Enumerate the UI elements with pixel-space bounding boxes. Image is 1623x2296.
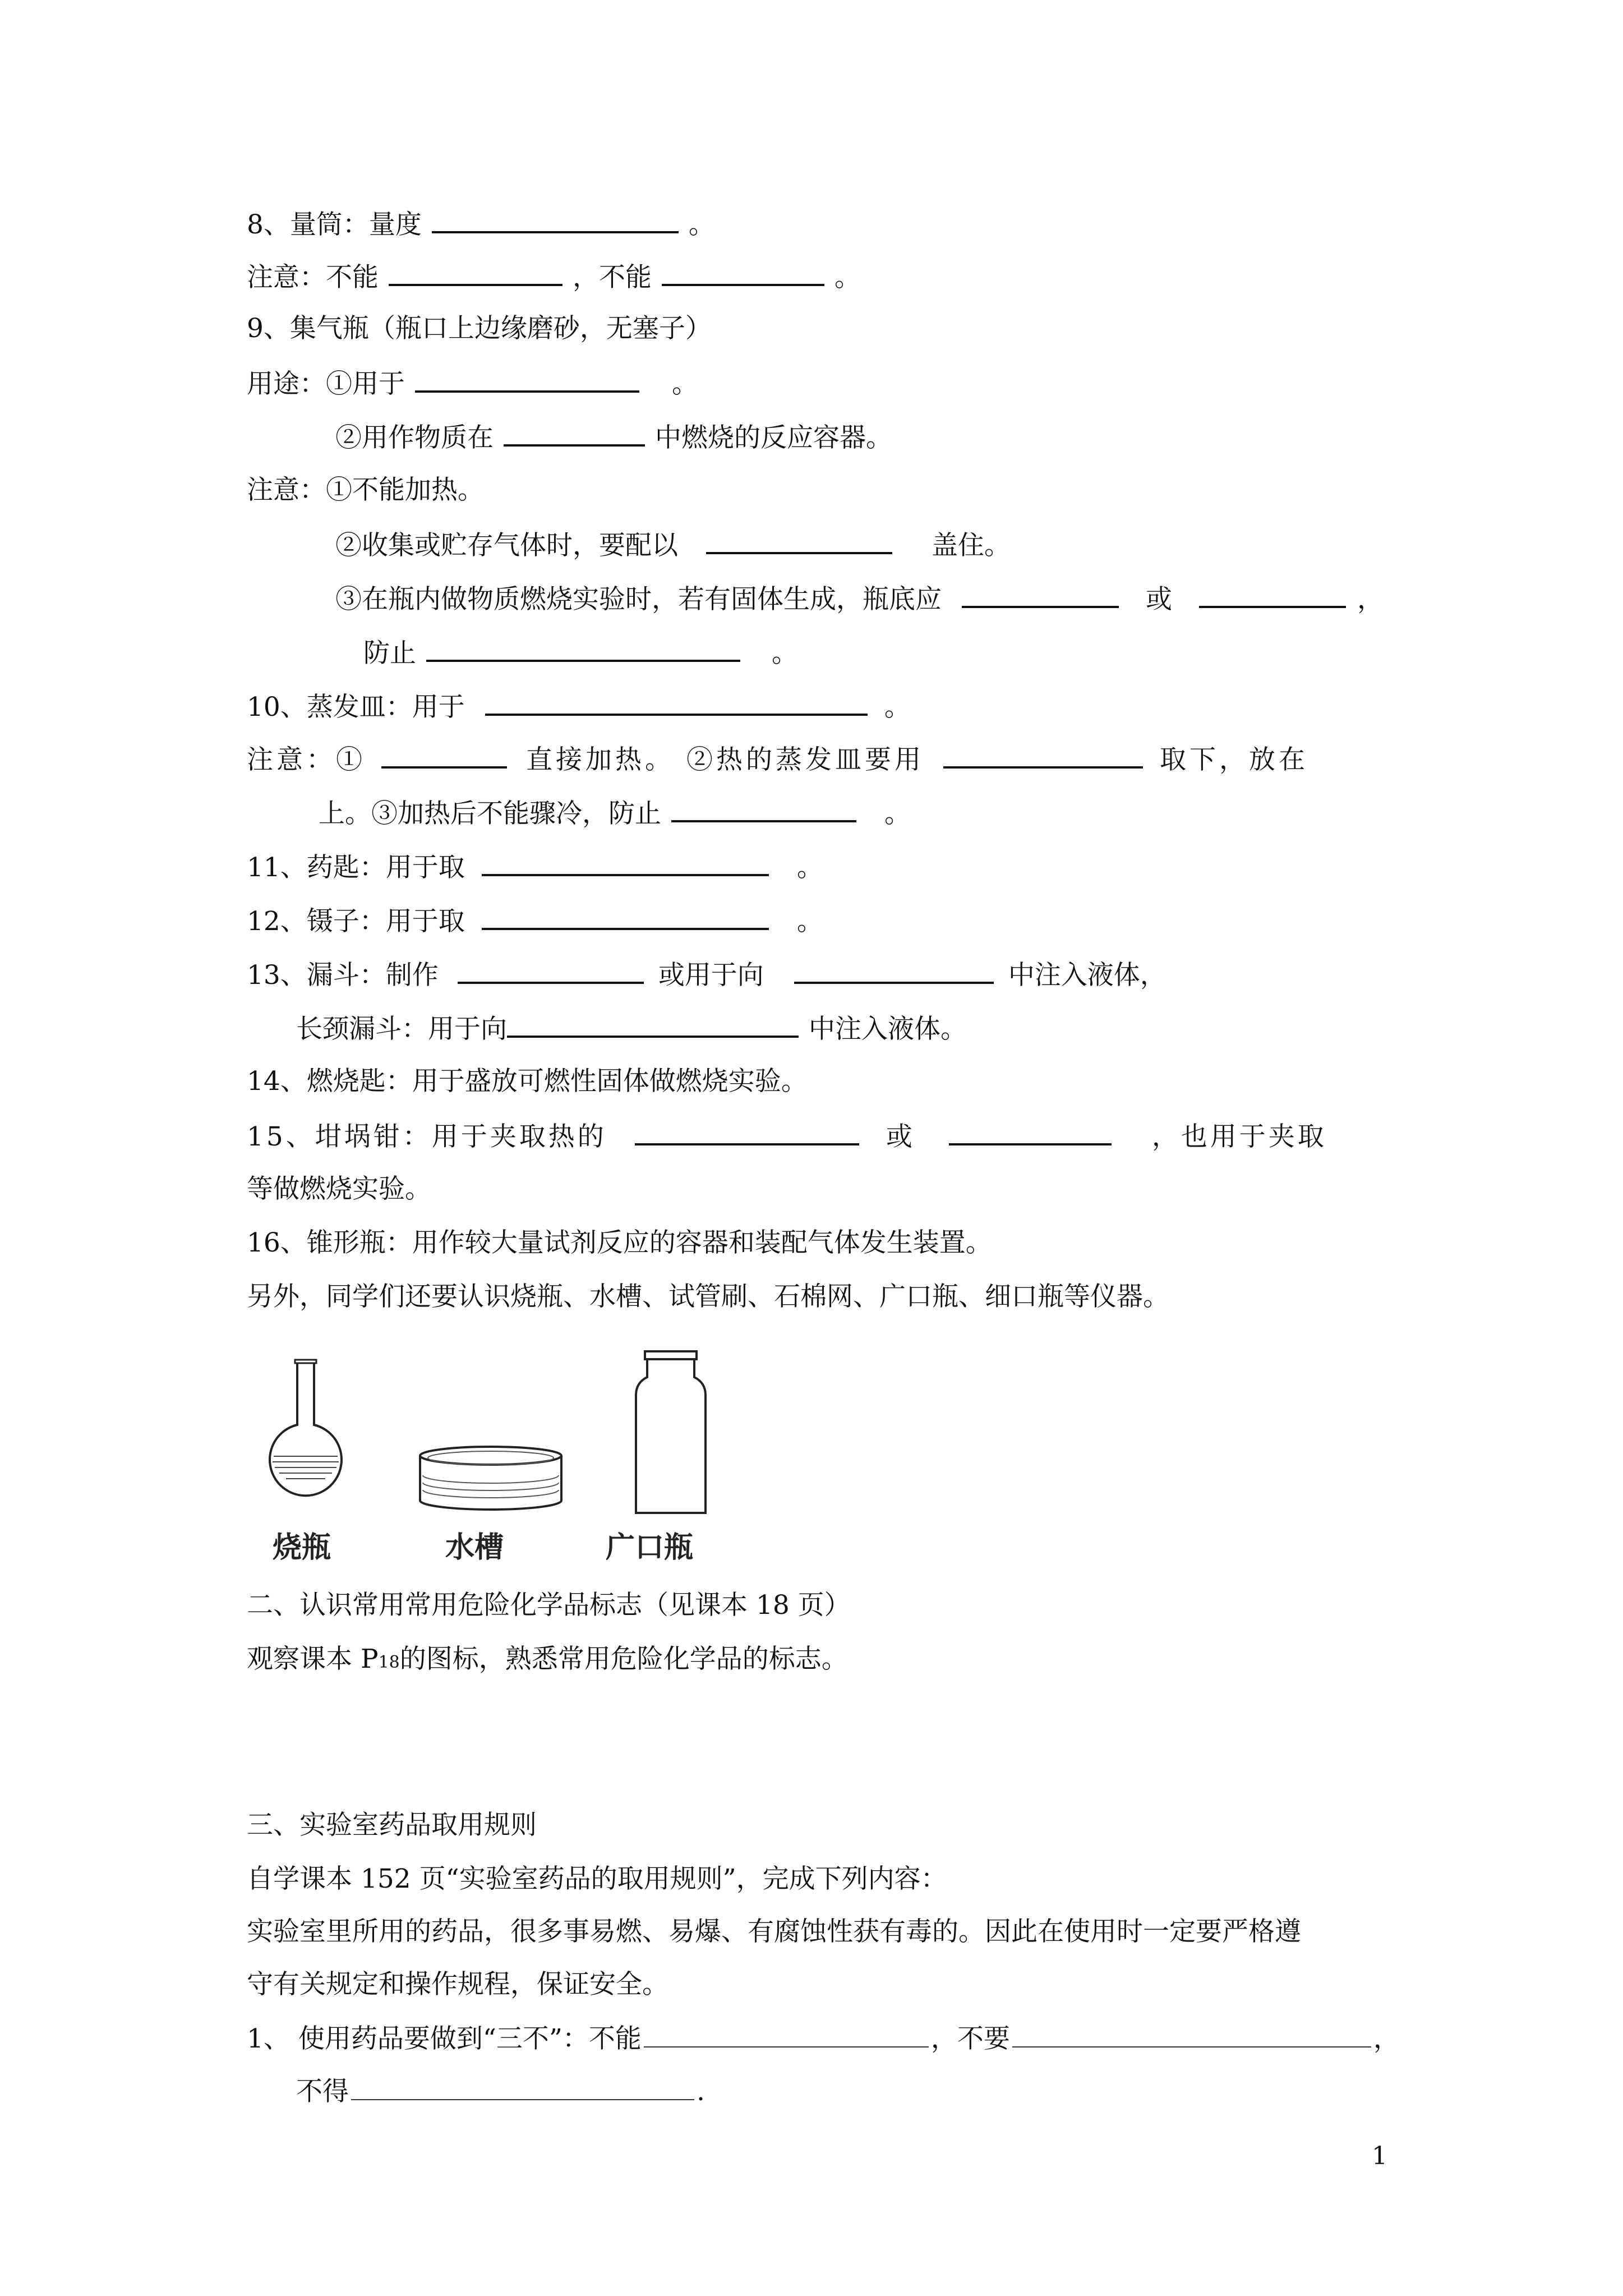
line-long-neck-funnel: 长颈漏斗：用于向 中注入液体。 — [296, 1011, 967, 1046]
blank[interactable] — [482, 849, 769, 876]
page-number: 1 — [1372, 2142, 1387, 2170]
trough-caption: 水槽 — [445, 1531, 504, 1565]
line-13-funnel: 13、漏斗：制作 或用于向 中注入液体， — [247, 957, 1166, 992]
line-14-combustion-spoon: 14、燃烧匙：用于盛放可燃性固体做燃烧实验。 — [247, 1066, 808, 1097]
line-evaporating-dish-note: 注意：① 直接加热。 ②热的蒸发皿要用 取下，放在 — [247, 742, 1308, 777]
water-trough-icon — [415, 1444, 566, 1523]
section-2-heading: 二、认识常用常用危险化学品标志（见课本 18 页） — [247, 1590, 851, 1621]
line-other-instruments: 另外，同学们还要认识烧瓶、水槽、试管刷、石棉网、广口瓶、细口瓶等仪器。 — [247, 1281, 1169, 1312]
blank[interactable] — [504, 420, 645, 447]
blank[interactable] — [635, 1119, 859, 1145]
line-three-nots-cont: 不得 . — [296, 2074, 705, 2109]
blank[interactable] — [671, 795, 856, 822]
blank[interactable] — [482, 903, 769, 930]
line-evaporating-dish-note-2: 上。③加热后不能骤冷，防止 。 — [319, 795, 911, 831]
line-gas-jar-note-1: 注意：①不能加热。 — [247, 475, 484, 505]
line-16-conical-flask: 16、锥形瓶：用作较大量试剂反应的容器和装配气体发生装置。 — [247, 1227, 992, 1258]
blank[interactable] — [644, 2022, 929, 2047]
line-observe-p18: 观察课本 P18的图标，熟悉常用危险化学品的标志。 — [247, 1644, 848, 1674]
line-8-measuring-cylinder: 8、量筒：量度 。 — [247, 206, 715, 242]
line-gas-jar-prevent: 防止 。 — [363, 635, 798, 670]
line-self-study: 自学课本 152 页“实验室药品的取用规则”，完成下列内容： — [247, 1864, 947, 1894]
line-drugs-warning-2: 守有关规定和操作规程，保证安全。 — [247, 1969, 668, 2000]
line-15-crucible-tongs: 15、坩埚钳：用于夹取热的 或 ，也用于夹取 — [247, 1119, 1327, 1154]
line-gas-jar-use-2: ②用作物质在 中燃烧的反应容器。 — [335, 420, 892, 455]
blank[interactable] — [706, 527, 892, 554]
blank[interactable] — [415, 366, 639, 393]
line-9-gas-jar: 9、集气瓶（瓶口上边缘磨砂，无塞子） — [247, 313, 712, 344]
line-note-cylinder: 注意：不能 ，不能 。 — [247, 259, 861, 295]
blank[interactable] — [485, 689, 868, 716]
blank[interactable] — [381, 742, 507, 769]
line-crucible-tongs-cont: 等做燃烧实验。 — [247, 1174, 431, 1204]
line-gas-jar-note-2: ②收集或贮存气体时，要配以 盖住。 — [335, 527, 1011, 563]
wide-mouth-bottle-icon — [631, 1349, 710, 1517]
line-12-tweezers: 12、镊子：用于取 。 — [247, 903, 823, 938]
blank[interactable] — [962, 581, 1119, 608]
line-gas-jar-use-1: 用途：①用于 。 — [247, 366, 698, 401]
blank[interactable] — [1012, 2022, 1371, 2047]
blank[interactable] — [458, 957, 644, 984]
wide-mouth-bottle-caption: 广口瓶 — [606, 1531, 694, 1565]
flask-caption: 烧瓶 — [273, 1531, 331, 1565]
blank[interactable] — [507, 1011, 799, 1038]
line-gas-jar-note-3: ③在瓶内做物质燃烧实验时，若有固体生成，瓶底应 或 ， — [335, 581, 1384, 616]
blank[interactable] — [943, 742, 1143, 769]
line-three-nots: 1、 使用药品要做到“三不”：不能 ，不要 ， — [247, 2022, 1400, 2056]
blank[interactable] — [662, 259, 824, 286]
blank[interactable] — [351, 2074, 694, 2100]
blank[interactable] — [432, 206, 679, 233]
blank[interactable] — [949, 1119, 1112, 1145]
blank[interactable] — [389, 259, 562, 286]
line-11-spoon: 11、药匙：用于取 。 — [247, 849, 823, 885]
section-3-heading: 三、实验室药品取用规则 — [247, 1810, 537, 1841]
line-10-evaporating-dish: 10、蒸发皿：用于 。 — [247, 689, 911, 724]
round-bottom-flask-icon — [264, 1358, 348, 1503]
blank[interactable] — [794, 957, 994, 984]
blank[interactable] — [1199, 581, 1346, 608]
blank[interactable] — [426, 635, 740, 662]
line-drugs-warning-1: 实验室里所用的药品，很多事易燃、易爆、有腐蚀性获有毒的。因此在使用时一定要严格遵 — [247, 1916, 1301, 1947]
